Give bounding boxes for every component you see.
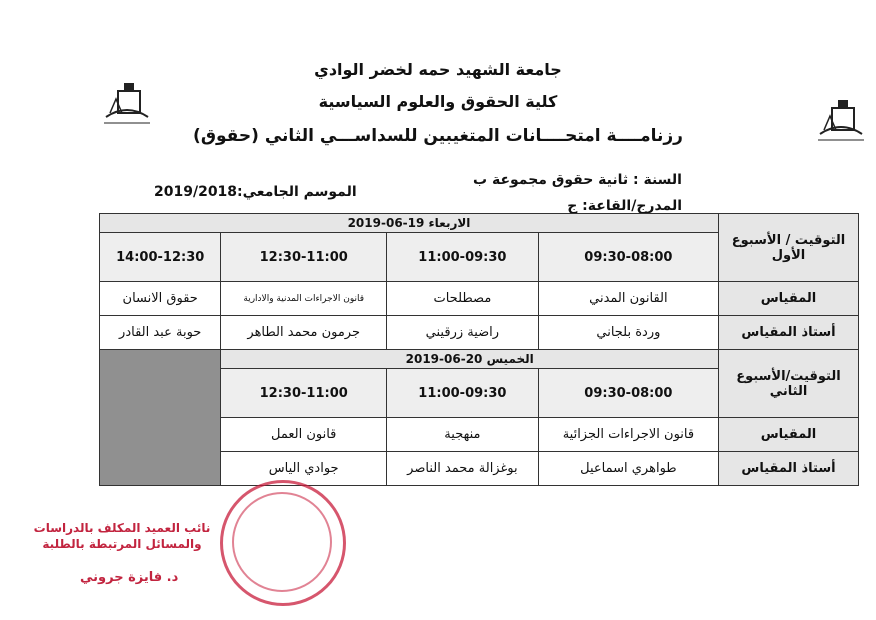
hall-label: المدرج/القاعة: ج	[567, 198, 682, 214]
week2-teacher-label: أستاذ المقياس	[719, 452, 859, 486]
table-cell: راضية زرقيني	[387, 316, 539, 350]
table-cell: 12:30-11:00	[221, 369, 387, 418]
table-cell: وردة بلجاني	[538, 316, 718, 350]
official-stamp-inner	[232, 492, 332, 592]
university-name: جامعة الشهيد حمه لخضر الوادي	[314, 60, 562, 79]
table-cell: القانون المدني	[538, 282, 718, 316]
calendar-title: رزنامــــة امتحــــانات المتغيبين للسداســـي الثاني (حقوق)	[193, 126, 683, 146]
signature-title-line1: نائب العميد المكلف بالدراسات	[33, 521, 211, 535]
table-cell: قانون الاجراءات الجزائية	[538, 418, 718, 452]
table-cell: جرمون محمد الطاهر	[221, 316, 387, 350]
signature-title-line2: والمسائل المرتبطة بالطلبة	[42, 537, 202, 551]
exam-schedule-table	[99, 213, 859, 486]
empty-cell	[100, 350, 221, 486]
signature-name: د. فايزة جروني	[80, 570, 179, 585]
week1-day-row	[100, 214, 859, 233]
week1-day: الاربعاء 19-06-2019	[100, 214, 719, 233]
table-cell: بوغزالة محمد الناصر	[387, 452, 539, 486]
table-cell: 11:00-09:30	[387, 233, 539, 282]
signature-title	[32, 520, 212, 552]
table-cell: حقوق الانسان	[100, 282, 221, 316]
table-cell: 11:00-09:30	[387, 369, 539, 418]
table-cell: حوبة عبد القادر	[100, 316, 221, 350]
week1-time-label: التوقيت / الأسبوع الأول	[719, 214, 859, 282]
week2-day: الخميس 20-06-2019	[221, 350, 719, 369]
week1-teacher-label: أستاذ المقياس	[719, 316, 859, 350]
table-cell: 12:30-11:00	[221, 233, 387, 282]
table-cell: قانون الاجراءات المدنية والادارية	[221, 282, 387, 316]
week2-day-row	[100, 350, 859, 369]
table-cell: طواهري اسماعيل	[538, 452, 718, 486]
table-cell: منهجية	[387, 418, 539, 452]
week2-module-label: المقياس	[719, 418, 859, 452]
week1-module-label: المقياس	[719, 282, 859, 316]
week2-time-label: التوقيت/الأسبوع الثاني	[719, 350, 859, 418]
table-cell: جوادي الياس	[221, 452, 387, 486]
table-cell: 09:30-08:00	[538, 233, 718, 282]
week1-modules-row	[100, 282, 859, 316]
table-cell: 09:30-08:00	[538, 369, 718, 418]
table-cell: مصطلحات	[387, 282, 539, 316]
table-cell: قانون العمل	[221, 418, 387, 452]
academic-season: الموسم الجامعي:2019/2018	[154, 184, 357, 200]
year-group: السنة : ثانية حقوق مجموعة ب	[473, 172, 682, 188]
faculty-name: كلية الحقوق والعلوم السياسية	[318, 92, 558, 111]
week1-teachers-row	[100, 316, 859, 350]
table-cell: 14:00-12:30	[100, 233, 221, 282]
